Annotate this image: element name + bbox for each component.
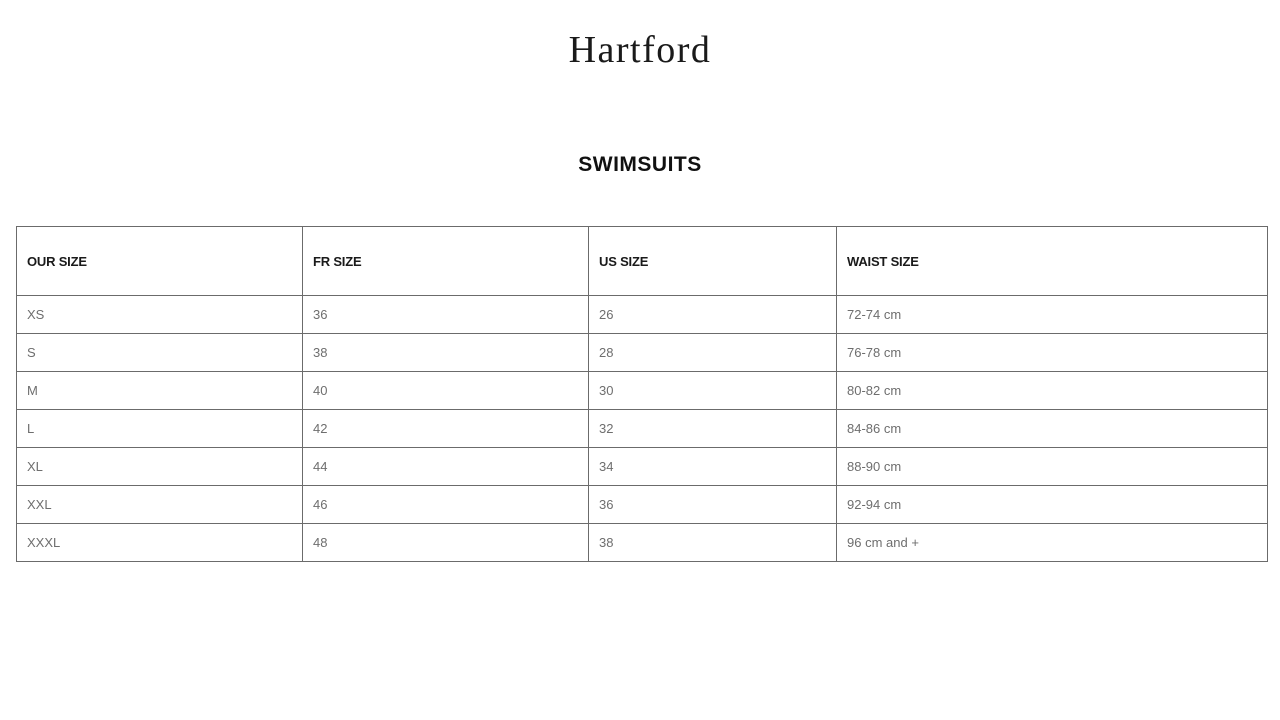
cell-us-size: 36 bbox=[589, 486, 837, 524]
cell-our-size: S bbox=[17, 334, 303, 372]
table-row bbox=[17, 296, 1268, 334]
cell-fr-size: 38 bbox=[303, 334, 589, 372]
cell-us-size: 32 bbox=[589, 410, 837, 448]
table-row bbox=[17, 448, 1268, 486]
cell-our-size: M bbox=[17, 372, 303, 410]
table-row bbox=[17, 524, 1268, 562]
cell-waist-size: 76-78 cm bbox=[837, 334, 1268, 372]
size-chart-table bbox=[16, 226, 1268, 562]
table-row bbox=[17, 486, 1268, 524]
cell-waist-size: 72-74 cm bbox=[837, 296, 1268, 334]
table-row bbox=[17, 334, 1268, 372]
header-us-size: US SIZE bbox=[589, 227, 837, 296]
table-header-row bbox=[17, 227, 1268, 296]
cell-our-size: XL bbox=[17, 448, 303, 486]
cell-our-size: XXL bbox=[17, 486, 303, 524]
cell-us-size: 30 bbox=[589, 372, 837, 410]
cell-waist-size: 88-90 cm bbox=[837, 448, 1268, 486]
cell-waist-size: 84-86 cm bbox=[837, 410, 1268, 448]
brand-logo: Hartford bbox=[568, 29, 712, 71]
table-row bbox=[17, 410, 1268, 448]
cell-waist-size: 80-82 cm bbox=[837, 372, 1268, 410]
cell-our-size: XS bbox=[17, 296, 303, 334]
cell-fr-size: 42 bbox=[303, 410, 589, 448]
cell-fr-size: 46 bbox=[303, 486, 589, 524]
header-waist-size: WAIST SIZE bbox=[837, 227, 1268, 296]
cell-waist-size: 96 cm and + bbox=[837, 524, 1268, 562]
cell-us-size: 26 bbox=[589, 296, 837, 334]
cell-fr-size: 40 bbox=[303, 372, 589, 410]
header-our-size: OUR SIZE bbox=[17, 227, 303, 296]
cell-our-size: L bbox=[17, 410, 303, 448]
cell-our-size: XXXL bbox=[17, 524, 303, 562]
cell-waist-size: 92-94 cm bbox=[837, 486, 1268, 524]
header-fr-size: FR SIZE bbox=[303, 227, 589, 296]
section-title: SWIMSUITS bbox=[578, 153, 702, 176]
cell-fr-size: 44 bbox=[303, 448, 589, 486]
cell-fr-size: 48 bbox=[303, 524, 589, 562]
table-row bbox=[17, 372, 1268, 410]
cell-us-size: 34 bbox=[589, 448, 837, 486]
cell-us-size: 28 bbox=[589, 334, 837, 372]
cell-fr-size: 36 bbox=[303, 296, 589, 334]
cell-us-size: 38 bbox=[589, 524, 837, 562]
